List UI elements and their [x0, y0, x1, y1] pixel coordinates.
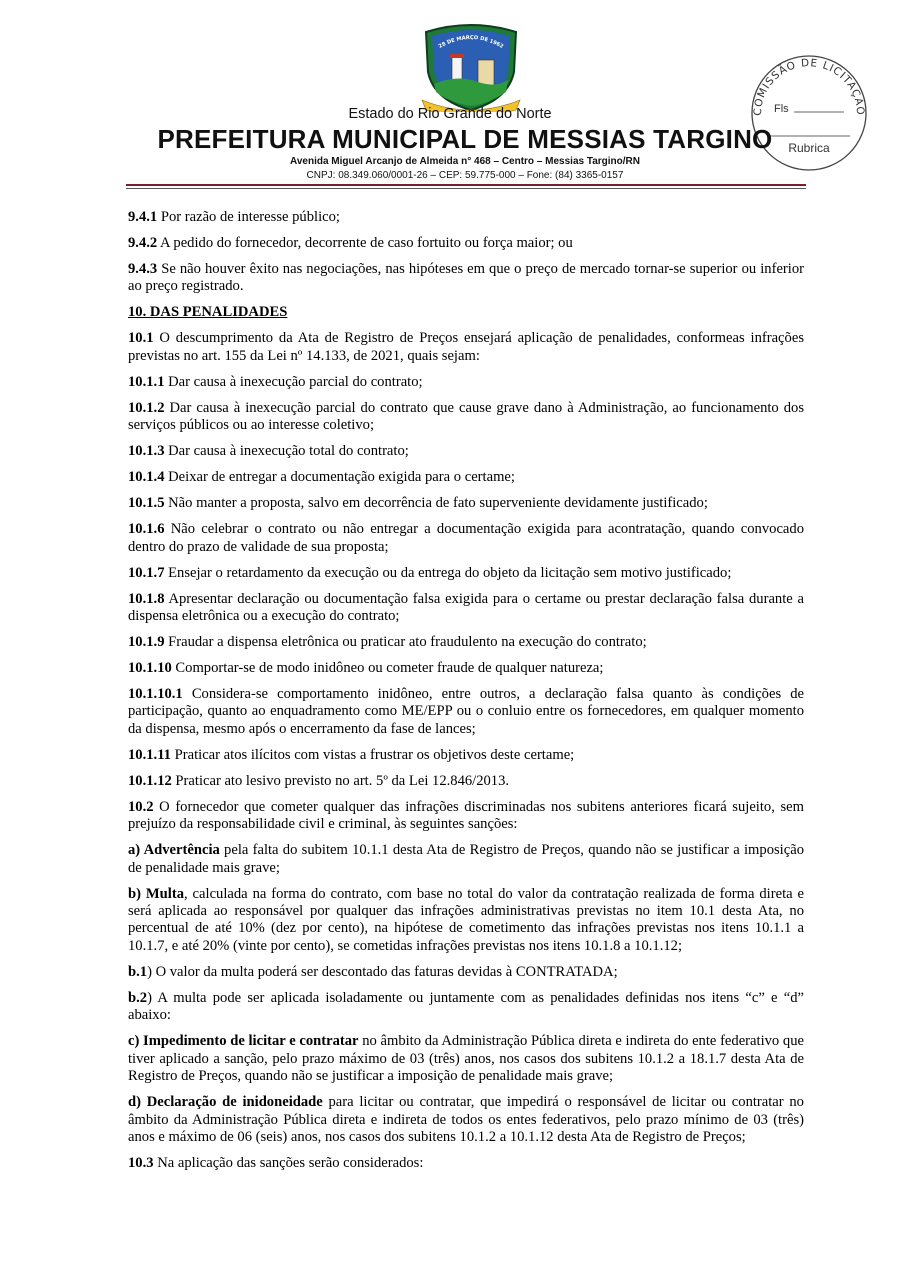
clause-number: 10.1.9: [128, 634, 165, 651]
clause-paragraph: [128, 773, 804, 790]
clause-text: para licitar ou contratar, que impedirá o responsável de licitar ou contratar no âmbito da Administração Pública direta e indireta de todos os entes federativos, pelo prazo mínimo de 03 (três) anos e máximo de 06 (seis) anos, nos casos dos subitens 10.1.2 a 10.1.12 desta Ata de Registro de Preços;: [128, 1094, 804, 1145]
clause-text: Não manter a proposta, salvo em decorrência de fato superveniente devidamente justificado;: [164, 495, 708, 512]
clause-paragraph: [128, 565, 804, 582]
clause-paragraph: [128, 330, 804, 365]
clause-paragraph: [128, 261, 804, 296]
clause-number: 10.3: [128, 1154, 154, 1171]
clause-text: Fraudar a dispensa eletrônica ou praticar ato fraudulento na execução do contrato;: [164, 634, 647, 651]
clause-number: 10.1.5: [128, 495, 165, 512]
municipal-crest-logo: [418, 22, 524, 112]
clause-number: 10.1: [128, 330, 154, 347]
clause-paragraph: [128, 209, 804, 226]
clause-text: Não celebrar o contrato ou não entregar a documentação exigida para acontratação, quando convocado dentro do prazo de validade de sua proposta;: [128, 521, 804, 555]
clause-text: Praticar ato lesivo previsto no art. 5º da Lei 12.846/2013.: [171, 772, 510, 789]
clause-text: A pedido do fornecedor, decorrente de caso fortuito ou força maior; ou: [157, 235, 573, 251]
clause-text: ) O valor da multa poderá ser descontado das faturas devidas à CONTRATADA;: [147, 963, 618, 980]
clause-paragraph: [128, 886, 804, 956]
clause-number: a) Advertência: [128, 842, 220, 859]
clause-number: 10.1.8: [128, 590, 165, 607]
clause-text: O descumprimento da Ata de Registro de Preços ensejará aplicação de penalidades, conformeas infrações previstas no art. 155 da Lei nº 14.133, de 2021, quais sejam:: [128, 330, 804, 364]
clause-paragraph: [128, 686, 804, 738]
clause-paragraph: [128, 469, 804, 486]
page-title: PREFEITURA MUNICIPAL DE MESSIAS TARGINO: [157, 124, 773, 154]
clause-paragraph: [128, 443, 804, 460]
clause-text: Na aplicação das sanções serão considerados:: [153, 1154, 424, 1171]
stamp-rubrica-label: Rubrica: [788, 141, 830, 155]
crest-text: 28 DE MARÇO DE 1962: [437, 34, 505, 50]
document-body: [128, 209, 804, 1181]
clause-paragraph: [128, 374, 804, 391]
clause-number: 10. DAS PENALIDADES: [128, 304, 288, 321]
clause-number: 10.1.10: [128, 660, 172, 677]
clause-paragraph: [128, 634, 804, 651]
clause-paragraph: [128, 990, 804, 1025]
clause-number: 10.1.1: [128, 373, 165, 390]
clause-paragraph: [128, 660, 804, 677]
clause-text: Dar causa à inexecução parcial do contrato que cause grave dano à Administração, ao funcionamento dos serviços públicos ou ao interesse coletivo;: [128, 399, 804, 434]
contact-line: CNPJ: 08.349.060/0001-26 – CEP: 59.775-000 – Fone: (84) 3365-0157: [306, 170, 624, 181]
clause-number: 10.1.11: [128, 746, 171, 763]
clause-number: b) Multa: [128, 885, 184, 902]
clause-text: pela falta do subitem 10.1.1 desta Ata de Registro de Preços, quando não se justificar a imposição de penalidade mais grave;: [128, 842, 804, 876]
clause-paragraph: [128, 521, 804, 556]
section-heading: [128, 304, 804, 321]
stamp-arc-text: COMISSÃO DE LICITAÇÃO: [751, 57, 867, 117]
clause-number: 9.4.2: [128, 235, 158, 251]
clause-text: O fornecedor que cometer qualquer das infrações discriminadas nos subitens anteriores ficará sujeito, sem prejuízo da responsabilidade civil e criminal, às seguintes sanções:: [128, 798, 804, 833]
clause-paragraph: [128, 799, 804, 834]
clause-number: b.1: [128, 963, 148, 980]
clause-text: Considera-se comportamento inidôneo, entre outros, a declaração falsa quanto às condições de participação, quanto ao enquadramento como ME/EPP ou o conluio entre os fornecedores, em qualquer momento da dispensa, mesmo após o encerramento da fase de lances;: [128, 686, 804, 737]
clause-paragraph: [128, 747, 804, 764]
clause-text: Comportar-se de modo inidôneo ou cometer fraude de qualquer natureza;: [171, 660, 604, 677]
clause-text: Deixar de entregar a documentação exigida para o certame;: [164, 469, 515, 486]
clause-text: Por razão de interesse público;: [157, 209, 340, 225]
clause-text: ) A multa pode ser aplicada isoladamente ou juntamente com as penalidades definidas nos itens “c” e “d” abaixo:: [128, 989, 804, 1024]
clause-paragraph: [128, 591, 804, 626]
clause-paragraph: [128, 1155, 804, 1172]
clause-number: 10.1.4: [128, 469, 165, 486]
clause-number: 10.1.6: [128, 521, 165, 538]
clause-paragraph: [128, 1094, 804, 1146]
clause-text: Praticar atos ilícitos com vistas a frustrar os objetivos deste certame;: [170, 746, 575, 763]
address-line: Avenida Miguel Arcanjo de Almeida n° 468 – Centro – Messias Targino/RN: [289, 156, 640, 167]
clause-number: 9.4.1: [128, 209, 158, 225]
clause-number: 10.1.3: [128, 443, 165, 460]
clause-number: d) Declaração de inidoneidade: [128, 1094, 323, 1111]
clause-text: Ensejar o retardamento da execução ou da entrega do objeto da licitação sem motivo justificado;: [164, 564, 732, 581]
clause-number: 10.1.2: [128, 399, 165, 416]
clause-paragraph: [128, 964, 804, 981]
clause-text: Se não houver êxito nas negociações, nas hipóteses em que o preço de mercado tornar-se superior ou inferior ao preço registrado.: [128, 261, 804, 295]
clause-number: b.2: [128, 989, 148, 1006]
clause-number: 10.1.10.1: [128, 686, 183, 703]
clause-number: c) Impedimento de licitar e contratar: [128, 1033, 359, 1050]
clause-text: no âmbito da Administração Pública direta e indireta do ente federativo que tiver aplicado a sanção, pelo prazo máximo de 03 (três) anos, nos casos dos subitens 10.1.2 a 18.1.7 desta Ata de Registro de Preços, quando não se justificar a imposição de penalidade mais grave;: [128, 1033, 804, 1085]
state-name: Estado do Rio Grande do Norte: [348, 106, 552, 122]
clause-number: 10.1.12: [128, 772, 172, 789]
clause-number: 10.2: [128, 798, 154, 815]
clause-text: Dar causa à inexecução parcial do contrato;: [164, 373, 423, 390]
clause-number: 10.1.7: [128, 564, 165, 581]
clause-paragraph: [128, 400, 804, 435]
header-divider: [126, 184, 806, 186]
clause-paragraph: [128, 495, 804, 512]
clause-paragraph: [128, 1033, 804, 1085]
clause-paragraph: [128, 235, 804, 252]
clause-number: 9.4.3: [128, 261, 158, 277]
header-divider-thin: [126, 188, 806, 189]
clause-text: , calculada na forma do contrato, com base no total do valor da contratação realizada de forma direta e será aplicada ao responsável por qualquer das infrações administrativas previstas no item 10.1 desta Ata, no percentual de até 10% (dez por cento), na hipótese de cometimento das infrações previstas nos itens 10.1.1 a 10.1.7, e até 20% (vinte por cento), se cometidas infrações previstas nos itens 10.1.8 a 10.1.12;: [128, 885, 804, 954]
stamp-fls-label: Fls: [774, 103, 789, 115]
clause-paragraph: [128, 842, 804, 877]
clause-text: Dar causa à inexecução total do contrato;: [164, 443, 409, 460]
clause-text: Apresentar declaração ou documentação falsa exigida para o certame ou prestar declaração falsa durante a dispensa eletrônica ou a execução do contrato;: [128, 590, 804, 625]
